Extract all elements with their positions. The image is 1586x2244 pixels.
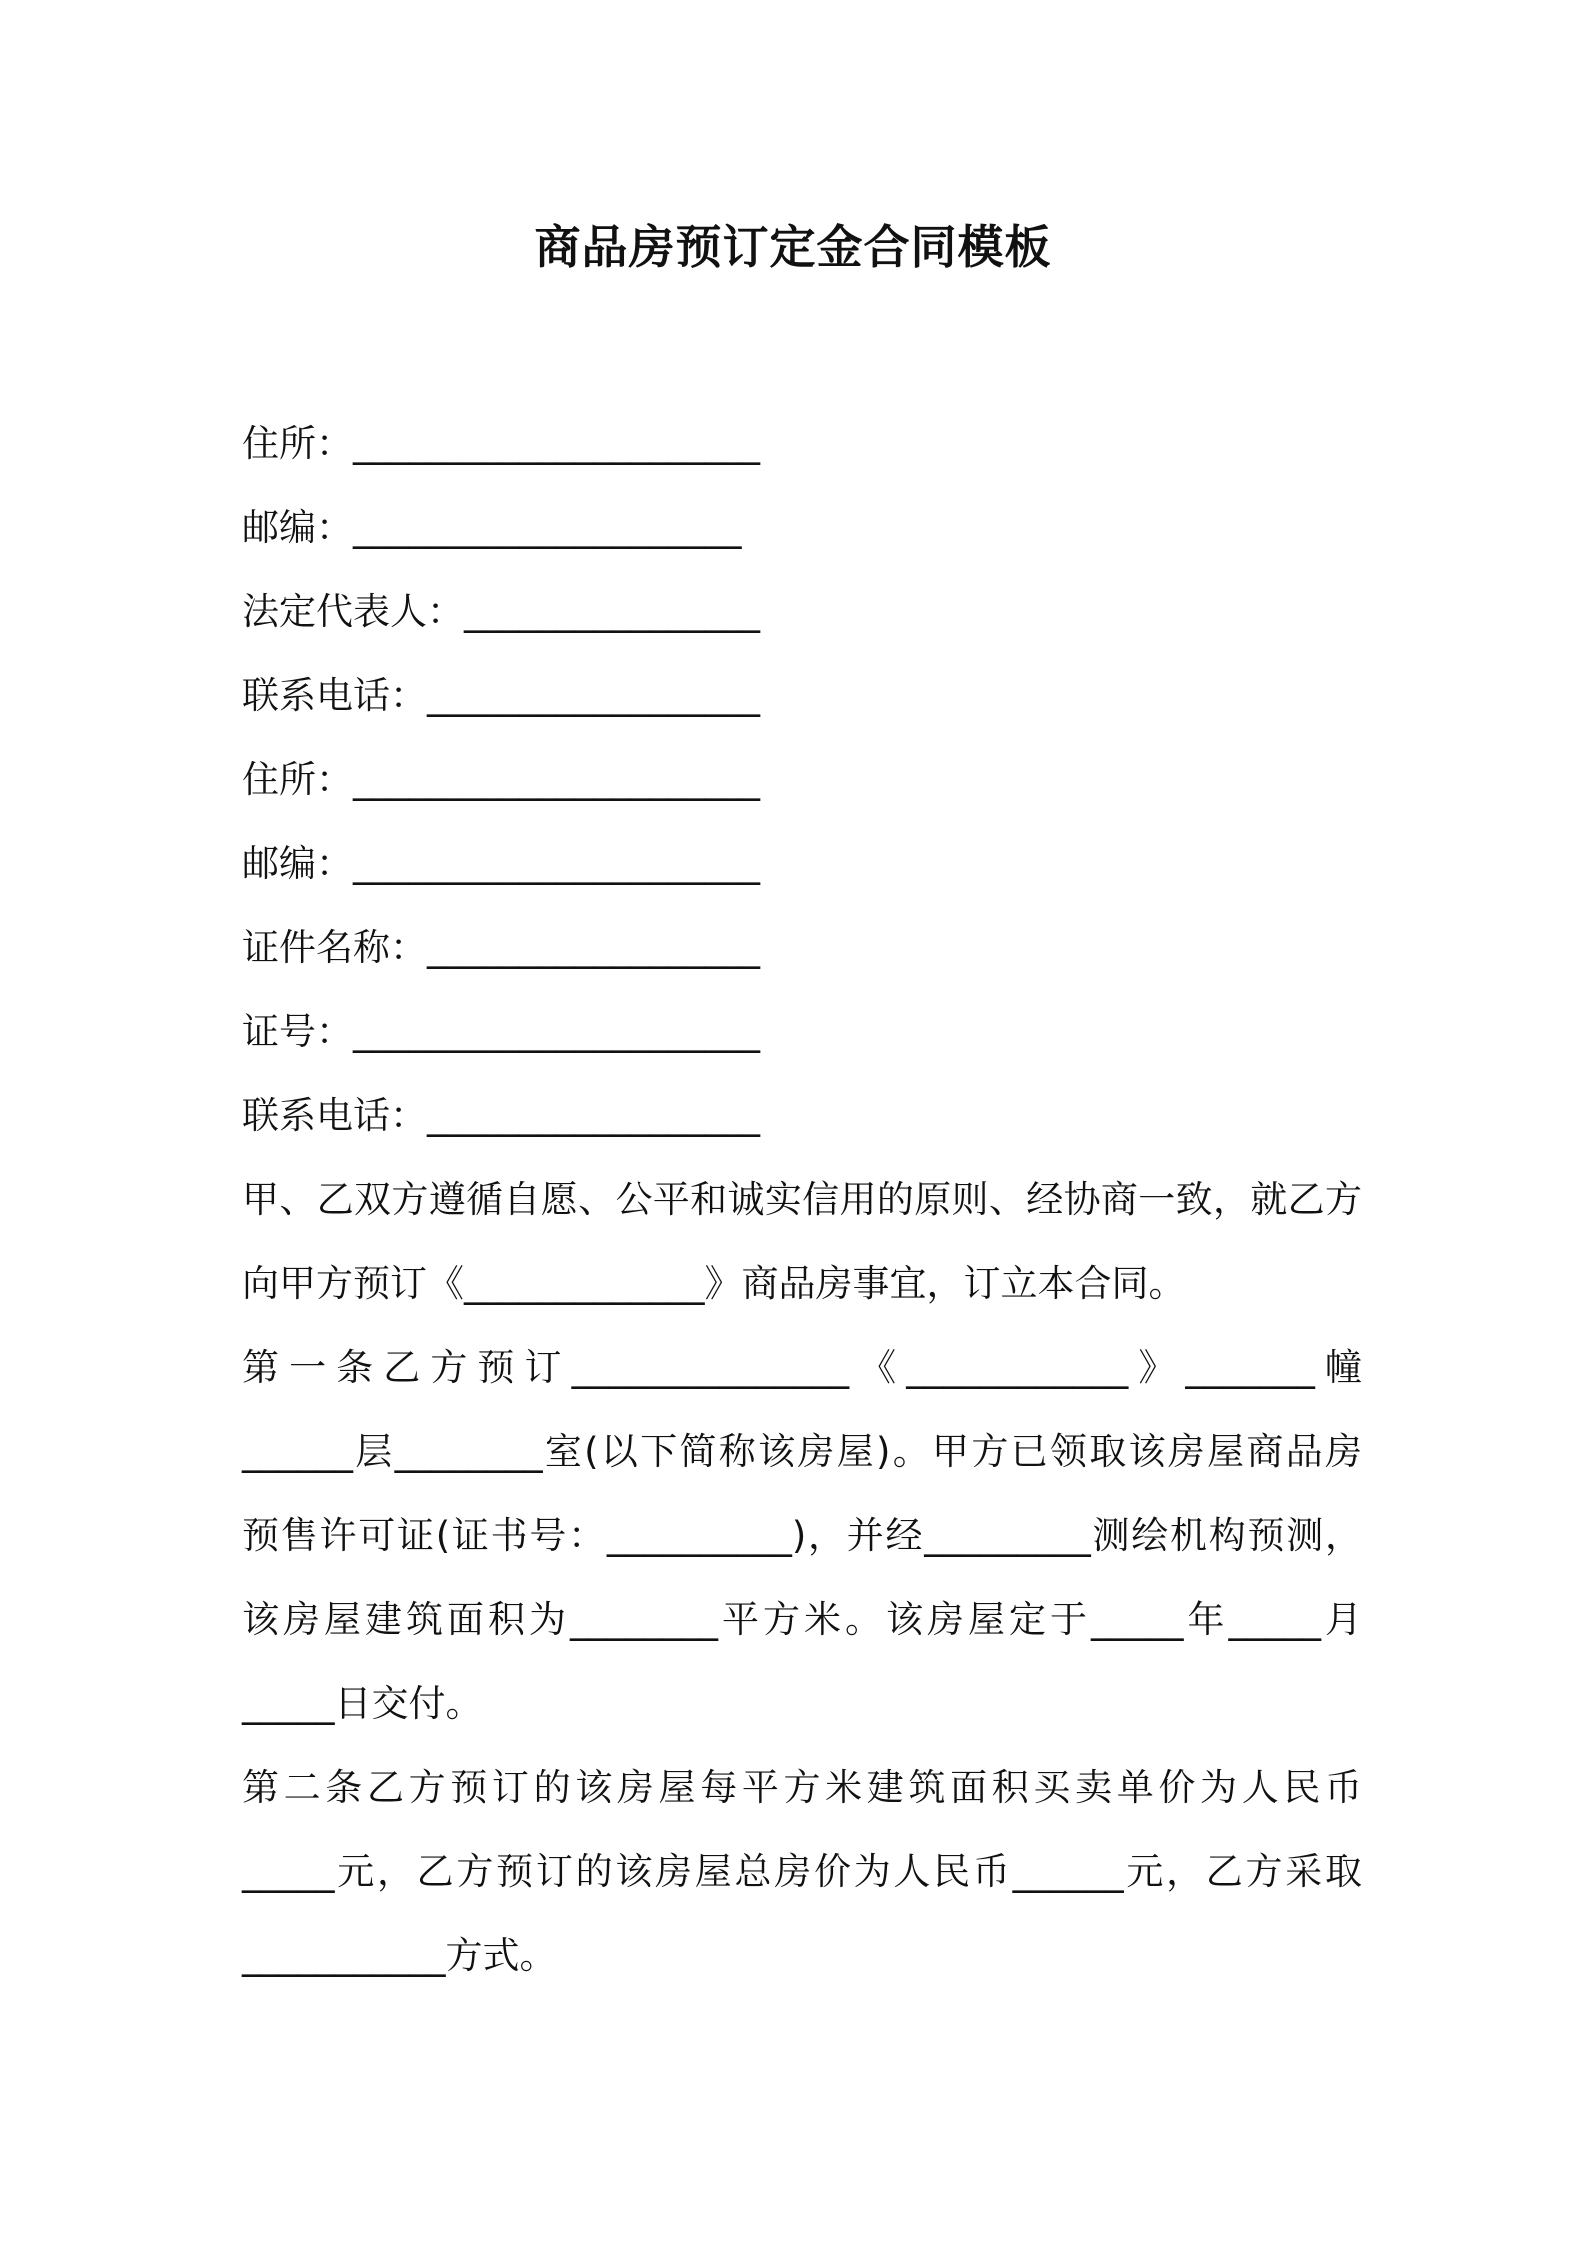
field-postcode-2: 邮编：______________________	[242, 842, 760, 885]
paragraph-line: 第二条乙方预订的该房屋每平方米建筑面积买卖单价为人民币	[242, 1766, 1362, 1809]
paragraph-line: 向甲方预订《_____________》商品房事宜，订立本合同。	[242, 1262, 1186, 1305]
paragraph-line: _____日交付。	[242, 1682, 483, 1725]
field-id-number: 证号：______________________	[242, 1010, 760, 1053]
paragraph-line: _____元，乙方预订的该房屋总房价为人民币______元，乙方采取	[242, 1850, 1362, 1893]
field-phone-2: 联系电话：__________________	[242, 1094, 760, 1137]
field-address-1: 住所：______________________	[242, 422, 760, 465]
field-id-type: 证件名称：__________________	[242, 926, 760, 969]
document-title: 商品房预订定金合同模板	[534, 220, 1052, 274]
article-2-paragraph	[242, 1746, 1362, 1998]
paragraph-line: ___________方式。	[242, 1934, 557, 1977]
paragraph-line: ______层________室(以下简称该房屋)。甲方已领取该房屋商品房	[242, 1430, 1362, 1473]
paragraph-line: 预售许可证(证书号：__________)，并经_________测绘机构预测，	[242, 1514, 1362, 1557]
field-postcode-1: 邮编：_____________________	[242, 506, 742, 549]
preamble-paragraph	[242, 1158, 1362, 1326]
party-info-fields	[242, 402, 1362, 1158]
paragraph-line: 甲、乙双方遵循自愿、公平和诚实信用的原则、经协商一致，就乙方	[242, 1178, 1362, 1221]
paragraph-line: 该房屋建筑面积为________平方米。该房屋定于_____年_____月	[242, 1598, 1362, 1641]
document-body	[242, 402, 1362, 1998]
article-1-paragraph	[242, 1326, 1362, 1746]
field-legal-representative: 法定代表人：________________	[242, 590, 760, 633]
field-address-2: 住所：______________________	[242, 758, 760, 801]
paragraph-line: 第一条乙方预订_______________《____________》_______幢	[242, 1346, 1362, 1389]
field-phone-1: 联系电话：__________________	[242, 674, 760, 717]
